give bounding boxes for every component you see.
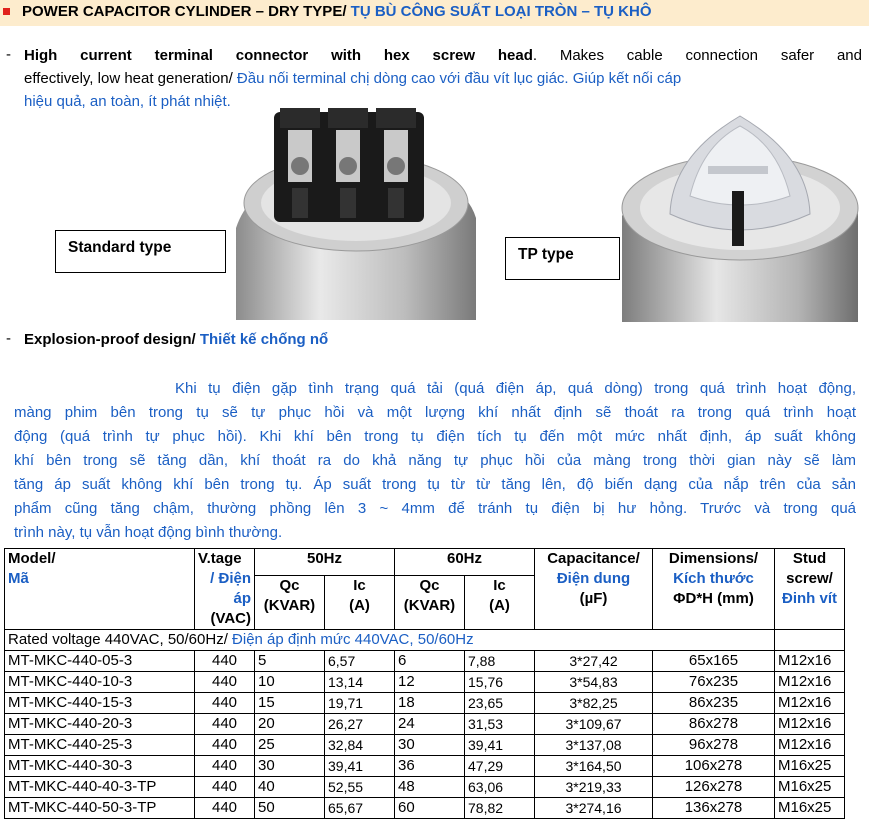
cell-ic50: 26,27 xyxy=(325,714,395,735)
cell-stud: M12x16 xyxy=(775,672,845,693)
cell-dim: 86x278 xyxy=(653,714,775,735)
cell-ic60: 78,82 xyxy=(465,798,535,819)
cell-ic50: 19,71 xyxy=(325,693,395,714)
spec-table xyxy=(4,548,845,819)
section-title: POWER CAPACITOR CYLINDER – DRY TYPE/ TỤ BÙ CÔNG SUẤT LOẠI TRÒN – TỤ KHÔ xyxy=(22,3,652,20)
cell-ic60: 15,76 xyxy=(465,672,535,693)
cell-cap: 3*109,67 xyxy=(535,714,653,735)
cell-cap: 3*54,83 xyxy=(535,672,653,693)
cell-v: 440 xyxy=(195,735,255,756)
cell-v: 440 xyxy=(195,777,255,798)
explosion-proof-description: Khi tụ điện gặp tình trạng quá tải (quá điện áp, quá dòng) trong quá trình hoạt động, màng phim bên trong tụ sẽ tự phục hồi và một lượng khí nhất định sẽ thoát ra trong quá trình hoạt động (quá trình tự phục hồi). Khi khí bên trong tụ điện tích tụ đến một mức nhất định, áp suất không khí bên trong sẽ tăng dần, khí thoát ra do khả năng tự phục hồi của màng trong thời gian này sẽ làm tăng áp suất không khí bên trong tụ. Áp suất trong tụ từ từ tăng lên, độ biến dạng của nắp trên của sản phẩm cũng tăng chậm, thường phồng lên 3 ~ 4mm để tránh tụ điện bị hư hỏng. Trước và trong quá trình này, tụ vẫn hoạt động bình thường. xyxy=(14,380,856,541)
table-row xyxy=(5,777,845,798)
header-ic-60: Ic (A) xyxy=(465,576,535,630)
cell-model: MT-MKC-440-05-3 xyxy=(5,651,195,672)
cell-stud: M12x16 xyxy=(775,735,845,756)
table-row xyxy=(5,651,845,672)
header-model: Model/ Mã xyxy=(5,549,195,630)
cell-dim: 65x165 xyxy=(653,651,775,672)
cell-dim: 136x278 xyxy=(653,798,775,819)
header-qc-60: Qc (KVAR) xyxy=(395,576,465,630)
cell-cap: 3*164,50 xyxy=(535,756,653,777)
cell-stud: M12x16 xyxy=(775,651,845,672)
cell-ic60: 31,53 xyxy=(465,714,535,735)
cell-dim: 86x235 xyxy=(653,693,775,714)
cell-v: 440 xyxy=(195,651,255,672)
cell-qc60: 12 xyxy=(395,672,465,693)
cell-qc60: 18 xyxy=(395,693,465,714)
table-row xyxy=(5,798,845,819)
header-50hz: 50Hz xyxy=(255,549,395,576)
table-row xyxy=(5,735,845,756)
cell-stud: M16x25 xyxy=(775,777,845,798)
cell-stud: M16x25 xyxy=(775,798,845,819)
cell-ic50: 6,57 xyxy=(325,651,395,672)
table-row xyxy=(5,672,845,693)
cell-qc50: 20 xyxy=(255,714,325,735)
cell-cap: 3*274,16 xyxy=(535,798,653,819)
cell-ic50: 32,84 xyxy=(325,735,395,756)
feature-terminal-connector: High current terminal connector with hex screw head. Makes cable connection safer and effectively, low heat generation/ Đầu nối terminal chị dòng cao với đầu vít lục giác. Giúp kết nối cáp hiệu quả, an toàn, ít phát nhiệt. xyxy=(24,47,862,110)
cell-model: MT-MKC-440-40-3-TP xyxy=(5,777,195,798)
cell-qc50: 10 xyxy=(255,672,325,693)
cell-qc50: 15 xyxy=(255,693,325,714)
cell-qc50: 5 xyxy=(255,651,325,672)
cell-ic60: 63,06 xyxy=(465,777,535,798)
cell-qc60: 60 xyxy=(395,798,465,819)
cell-cap: 3*137,08 xyxy=(535,735,653,756)
cell-qc60: 36 xyxy=(395,756,465,777)
rated-voltage-empty-cell xyxy=(775,630,845,651)
header-60hz: 60Hz xyxy=(395,549,535,576)
cell-dim: 126x278 xyxy=(653,777,775,798)
cell-qc60: 24 xyxy=(395,714,465,735)
capacitor-standard-icon xyxy=(236,108,476,320)
cell-v: 440 xyxy=(195,756,255,777)
section-header xyxy=(0,0,869,26)
cell-stud: M12x16 xyxy=(775,714,845,735)
feature-explosion-proof: Explosion-proof design/ Thiết kế chống nổ xyxy=(24,331,329,348)
feature-dash: - xyxy=(6,330,11,347)
cell-stud: M16x25 xyxy=(775,756,845,777)
cell-v: 440 xyxy=(195,714,255,735)
cell-ic50: 65,67 xyxy=(325,798,395,819)
tp-type-label: TP type xyxy=(505,237,620,280)
capacitor-tp-icon xyxy=(612,96,864,322)
cell-ic50: 52,55 xyxy=(325,777,395,798)
header-dimensions: Dimensions/ Kích thước ΦD*H (mm) xyxy=(653,549,775,630)
red-square-bullet-icon xyxy=(3,8,10,15)
cell-model: MT-MKC-440-20-3 xyxy=(5,714,195,735)
header-capacitance: Capacitance/ Điện dung (µF) xyxy=(535,549,653,630)
cell-ic60: 39,41 xyxy=(465,735,535,756)
cell-cap: 3*27,42 xyxy=(535,651,653,672)
header-stud-screw: Stud screw/ Đinh vít xyxy=(775,549,845,630)
cell-cap: 3*219,33 xyxy=(535,777,653,798)
header-qc-50: Qc (KVAR) xyxy=(255,576,325,630)
cell-qc60: 48 xyxy=(395,777,465,798)
standard-type-photo xyxy=(236,108,476,320)
cell-qc50: 50 xyxy=(255,798,325,819)
cell-qc50: 40 xyxy=(255,777,325,798)
cell-stud: M12x16 xyxy=(775,693,845,714)
cell-qc50: 30 xyxy=(255,756,325,777)
table-row xyxy=(5,756,845,777)
cell-v: 440 xyxy=(195,693,255,714)
cell-dim: 76x235 xyxy=(653,672,775,693)
cell-model: MT-MKC-440-30-3 xyxy=(5,756,195,777)
cell-model: MT-MKC-440-15-3 xyxy=(5,693,195,714)
header-voltage: V.tage / Điện áp (VAC) xyxy=(195,549,255,630)
cell-dim: 106x278 xyxy=(653,756,775,777)
standard-type-label: Standard type xyxy=(55,230,226,273)
cell-ic60: 47,29 xyxy=(465,756,535,777)
table-row xyxy=(5,714,845,735)
cell-model: MT-MKC-440-50-3-TP xyxy=(5,798,195,819)
table-body xyxy=(5,651,845,819)
cell-v: 440 xyxy=(195,672,255,693)
cell-ic60: 7,88 xyxy=(465,651,535,672)
rated-voltage-row xyxy=(5,630,845,651)
cell-v: 440 xyxy=(195,798,255,819)
cell-qc60: 6 xyxy=(395,651,465,672)
cell-ic50: 39,41 xyxy=(325,756,395,777)
cell-qc50: 25 xyxy=(255,735,325,756)
tp-type-photo xyxy=(612,96,864,322)
table-row xyxy=(5,693,845,714)
cell-ic50: 13,14 xyxy=(325,672,395,693)
header-ic-50: Ic (A) xyxy=(325,576,395,630)
cell-model: MT-MKC-440-25-3 xyxy=(5,735,195,756)
cell-ic60: 23,65 xyxy=(465,693,535,714)
cell-dim: 96x278 xyxy=(653,735,775,756)
feature-dash: - xyxy=(6,46,11,63)
rated-voltage-note: Rated voltage 440VAC, 50/60Hz/ Điện áp định mức 440VAC, 50/60Hz xyxy=(5,630,775,651)
table-header-row xyxy=(5,549,845,576)
cell-cap: 3*82,25 xyxy=(535,693,653,714)
cell-model: MT-MKC-440-10-3 xyxy=(5,672,195,693)
cell-qc60: 30 xyxy=(395,735,465,756)
